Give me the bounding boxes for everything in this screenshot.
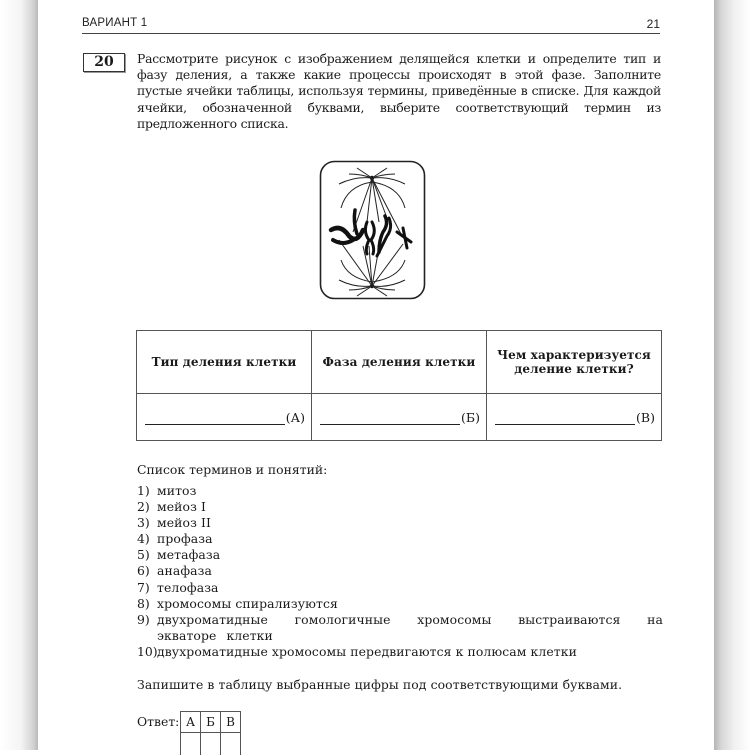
cell-b[interactable] [312, 394, 487, 441]
list-item: 7) телофаза [137, 580, 663, 596]
cell-division-figure [319, 160, 426, 300]
cell-a[interactable] [137, 394, 312, 441]
answer-column-b: Б [201, 712, 221, 733]
answer-grid [180, 711, 241, 755]
list-item: 2) мейоз I [137, 499, 663, 515]
list-item: 6) анафаза [137, 563, 663, 579]
blank-line-b[interactable] [320, 410, 460, 425]
dividing-cell-icon [319, 160, 426, 300]
page-shadow-right [714, 0, 750, 750]
terms-list [137, 483, 663, 660]
instruction-text: Запишите в таблицу выбранные цифры под соответствующими буквами. [137, 677, 622, 692]
column-header-division-phase: Фаза деления клетки [312, 331, 487, 394]
list-item: 5) метафаза [137, 547, 663, 563]
cell-v-label: (В) [636, 410, 655, 425]
answer-input-b[interactable] [201, 733, 221, 755]
answer-label: Ответ: [137, 714, 179, 729]
terms-list-title: Список терминов и понятий: [137, 462, 327, 477]
page-number: 21 [647, 17, 660, 31]
list-item: 3) мейоз II [137, 515, 663, 531]
page-shadow-left [0, 0, 38, 750]
list-item: 1) митоз [137, 483, 663, 499]
list-item: 9) двухроматидные гомологичные хромосомы выстраиваются на экваторе клетки [137, 612, 663, 644]
answer-column-a: А [181, 712, 201, 733]
column-header-division-type: Тип деления клетки [137, 331, 312, 394]
blank-line-v[interactable] [495, 410, 635, 425]
document-page [38, 0, 714, 750]
running-header [82, 17, 660, 34]
answer-input-v[interactable] [221, 733, 241, 755]
list-item: 8) хромосомы спирализуются [137, 596, 663, 612]
answer-column-v: В [221, 712, 241, 733]
cell-a-label: (А) [286, 410, 305, 425]
list-item: 4) профаза [137, 531, 663, 547]
list-item: 10) двухроматидные хромосомы передвигаются к полюсам клетки [137, 644, 663, 660]
variant-label: ВАРИАНТ 1 [82, 17, 147, 29]
answer-table [136, 330, 662, 441]
task-number-box: 20 [83, 53, 125, 72]
answer-input-a[interactable] [181, 733, 201, 755]
column-header-characteristic: Чем характеризуется деление клетки? [487, 331, 662, 394]
cell-b-label: (Б) [461, 410, 480, 425]
blank-line-a[interactable] [145, 410, 285, 425]
task-prompt: Рассмотрите рисунок с изображением делящейся клетки и определите тип и фазу деления, а также какие процессы происходят в этой фазе. Заполните пустые ячейки таблицы, используя термины, приведённые в списке. Для каждой ячейки, обозначенной буквами, выберите соответствующий термин из предложенного списка. [137, 51, 661, 132]
cell-v[interactable] [487, 394, 662, 441]
